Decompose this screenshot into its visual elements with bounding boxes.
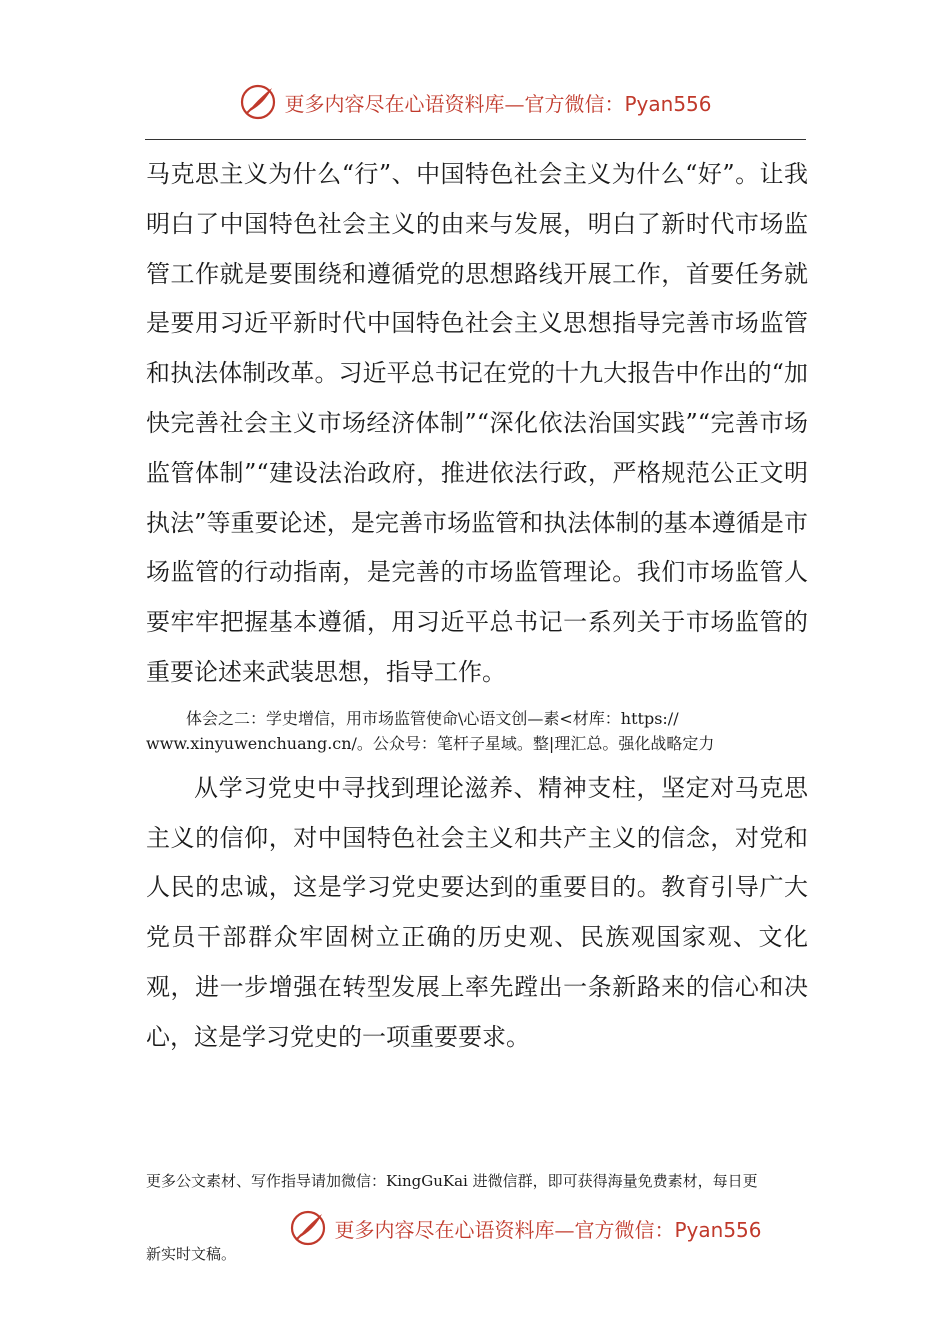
- document-body: [146, 150, 808, 1063]
- footer-note-continued: 新实时文稿。: [146, 1245, 237, 1263]
- section-heading-line-1: 体会之二：学史增信，用市场监管使命\心语文创—素<材库：https://: [186, 708, 679, 728]
- footer-banner: [50, 1208, 950, 1248]
- paragraph-1: 马克思主义为什么“行”、中国特色社会主义为什么“好”。让我明白了中国特色社会主义的由来与发展，明白了新时代市场监管工作就是要围绕和遵循党的思想路线开展工作，首要任务就是要用习近平新时代中国特色社会主义思想指导完善市场监管和执法体制改革。习近平总书记在党的十九大报告中作出的“加快完善社会主义市场经济体制”“深化依法治国实践”“完善市场监管体制”“建设法治政府，推进依法行政，严格规范公正文明执法”等重要论述，是完善市场监管和执法体制的基本遵循是市场监管的行动指南，是完善的市场监管理论。我们市场监管人要牢牢把握基本遵循，用习近平总书记一系列关于市场监管的重要论述来武装思想，指导工作。: [146, 160, 808, 686]
- paragraph-2: 从学习党史中寻找到理论滋养、精神支柱，坚定对马克思主义的信仰，对中国特色社会主义和共产主义的信念，对党和人民的忠诚，这是学习党史要达到的重要目的。教育引导广大党员干部群众牢固树立正确的历史观、民族观国家观、文化观，进一步增强在转型发展上率先蹚出一条新路来的信心和决心，这是学习党史的一项重要要求。: [146, 773, 808, 1051]
- quill-logo-icon: [288, 1208, 328, 1248]
- section-heading-line-2: www.xinyuwenchuang.cn/。公众号：笔杆子星域。整|理汇总。强化战略定力: [146, 733, 715, 753]
- header-banner: [0, 82, 950, 122]
- header-rule: [145, 139, 806, 140]
- footer-note: 更多公文素材、写作指导请加微信：KingGuKai 进微信群，即可获得海量免费素材，每日更: [146, 1172, 758, 1190]
- banner-text: 更多内容尽在心语资料库—官方微信：Pyan556: [284, 91, 712, 116]
- banner-text: 更多内容尽在心语资料库—官方微信：Pyan556: [334, 1217, 762, 1242]
- quill-logo-icon: [238, 82, 278, 122]
